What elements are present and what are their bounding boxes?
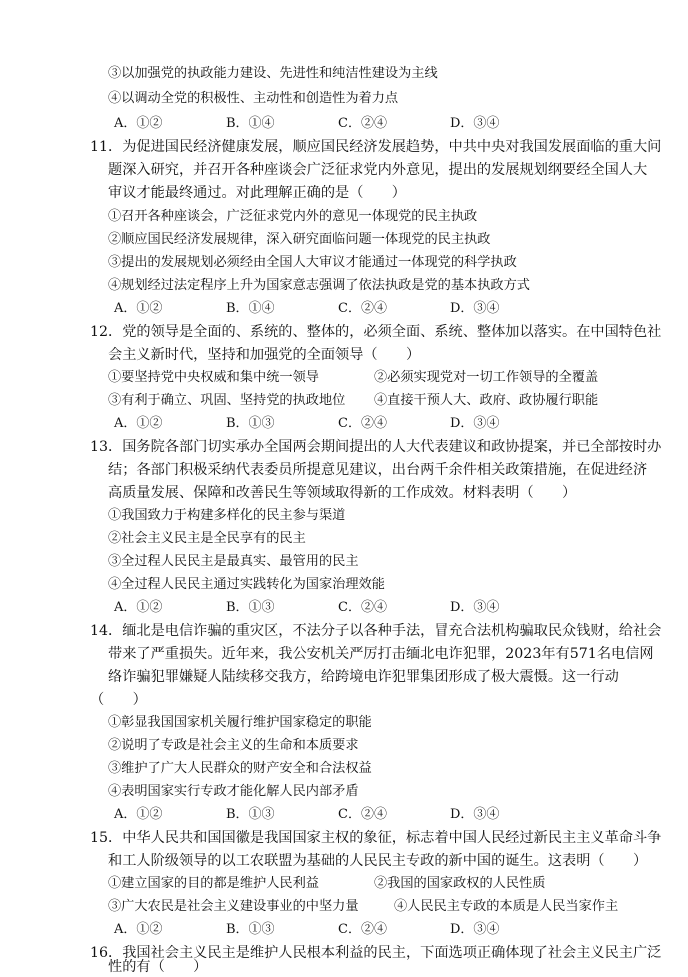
q10-option-a[interactable]: A．①② (114, 116, 163, 131)
q11-option-d[interactable]: D．③④ (450, 301, 500, 316)
q12-stem-line-2: 会主义新时代，坚持和加强党的全面领导（ ） (108, 347, 421, 363)
q13-item-1: ①我国致力于构建多样化的民主参与渠道 (108, 508, 346, 523)
q16-stem-line-1: 16．我国社会主义民主是维护人民根本利益的民主，下面选项正确体现了社会主义民主广泛 (90, 945, 662, 961)
q14-stem-line-3: 络诈骗犯罪嫌疑人陆续移交我方，给跨境电诈犯罪集团形成了极大震慑。这一行动 (108, 669, 619, 685)
q14-options (114, 805, 554, 825)
q11-item-3: ③提出的发展规划必须经由全国人大审议才能通过一体现党的科学执政 (108, 255, 517, 270)
q12-options (114, 414, 554, 434)
q11-item-2: ②顺应国民经济发展规律，深入研究面临问题一体现党的民主执政 (108, 232, 491, 247)
q15-option-b[interactable]: B．①③ (226, 922, 275, 937)
q14-option-c[interactable]: C．②④ (338, 807, 387, 822)
q15-item-2: ②我国的国家政权的人民性质 (374, 876, 546, 891)
q10-item-3: ③以加强党的执政能力建设、先进性和纯洁性建设为主线 (108, 66, 438, 81)
q13-item-4: ④全过程人民民主通过实践转化为国家治理效能 (108, 577, 385, 592)
q11-options (114, 299, 554, 319)
q12-item-1: ①要坚持党中央权威和集中统一领导 (108, 370, 319, 385)
q15-stem-line-2: 和工人阶级领导的以工农联盟为基础的人民民主专政的新中国的诞生。这表明（ ） (108, 853, 648, 869)
q10-options (114, 114, 554, 134)
q13-stem-line-2: 结；各部门积极采纳代表委员所提意见建议，出台两千余件相关政策措施，在促进经济 (108, 462, 648, 478)
q11-stem-line-1: 11．为促进国民经济健康发展，顺应国民经济发展趋势，中共中央对我国发展面临的重大问 (90, 139, 662, 155)
q13-option-b[interactable]: B．①③ (226, 600, 275, 615)
q14-option-a[interactable]: A．①② (114, 807, 163, 822)
q10-item-4: ④以调动全党的积极性、主动性和创造性为着力点 (108, 91, 399, 106)
q12-option-c[interactable]: C．②④ (338, 416, 387, 431)
q11-item-4: ④规划经过法定程序上升为国家意志强调了依法执政是党的基本执政方式 (108, 278, 530, 293)
q11-option-a[interactable]: A．①② (114, 301, 163, 316)
q12-option-a[interactable]: A．①② (114, 416, 163, 431)
q15-option-c[interactable]: C．②④ (338, 922, 387, 937)
q13-option-d[interactable]: D．③④ (450, 600, 500, 615)
q15-item-4: ④人民民主专政的本质是人民当家作主 (394, 899, 619, 914)
q12-option-b[interactable]: B．①③ (226, 416, 275, 431)
q14-item-1: ①彰显我国国家机关履行维护国家稳定的职能 (108, 715, 372, 730)
q10-option-c[interactable]: C．②④ (338, 116, 387, 131)
q14-stem-line-1: 14．缅北是电信诈骗的重灾区，不法分子以各种手法，冒充合法机构骗取民众钱财，给社会 (90, 623, 662, 639)
q13-stem-line-1: 13．国务院各部门切实承办全国两会期间提出的人大代表建议和政协提案，并已全部按时办 (90, 439, 662, 455)
q14-stem-line-4: （ ） (90, 692, 147, 708)
q11-option-b[interactable]: B．①④ (226, 301, 275, 316)
q15-stem-line-1: 15．中华人民共和国国徽是我国国家主权的象征，标志着中国人民经过新民主主义革命斗争 (90, 830, 662, 846)
q12-option-d[interactable]: D．③④ (450, 416, 500, 431)
q15-option-d[interactable]: D．③④ (450, 922, 500, 937)
q12-stem-line-1: 12．党的领导是全面的、系统的、整体的，必须全面、系统、整体加以落实。在中国特色社 (90, 324, 662, 340)
q11-item-1: ①召开各种座谈会，广泛征求党内外的意见一体现党的民主执政 (108, 209, 478, 224)
q15-option-a[interactable]: A．①② (114, 922, 163, 937)
q13-option-c[interactable]: C．②④ (338, 600, 387, 615)
q10-option-d[interactable]: D．③④ (450, 116, 500, 131)
q15-item-1: ①建立国家的目的都是维护人民利益 (108, 876, 319, 891)
q13-options (114, 598, 554, 618)
q14-item-4: ④表明国家实行专政才能化解人民内部矛盾 (108, 784, 359, 799)
q11-stem-line-2: 题深入研究，并召开各种座谈会广泛征求党内外意见，提出的发展规划纲要经全国人大 (108, 162, 648, 178)
q12-item-2: ②必须实现党对一切工作领导的全覆盖 (374, 370, 599, 385)
q14-item-2: ②说明了专政是社会主义的生命和本质要求 (108, 738, 359, 753)
q13-item-2: ②社会主义民主是全民享有的民主 (108, 531, 306, 546)
q13-option-a[interactable]: A．①② (114, 600, 163, 615)
q10-option-b[interactable]: B．①④ (226, 116, 275, 131)
q12-item-4: ④直接干预人大、政府、政协履行职能 (374, 393, 599, 408)
q14-option-b[interactable]: B．①③ (226, 807, 275, 822)
q11-option-c[interactable]: C．②④ (338, 301, 387, 316)
q14-item-3: ③维护了广大人民群众的财产安全和合法权益 (108, 761, 372, 776)
q15-item-3: ③广大农民是社会主义建设事业的中坚力量 (108, 899, 359, 914)
q13-item-3: ③全过程人民民主是最真实、最管用的民主 (108, 554, 359, 569)
q14-option-d[interactable]: D．③④ (450, 807, 500, 822)
q15-options (114, 920, 554, 940)
q14-stem-line-2: 带来了严重损失。近年来，我公安机关严厉打击缅北电诈犯罪，2023年有571名电信网 (108, 646, 654, 662)
q12-item-3: ③有利于确立、巩固、坚持党的执政地位 (108, 393, 346, 408)
q16-stem-line-2: 性的有（ ） (108, 959, 208, 975)
q11-stem-line-3: 审议才能最终通过。对此理解正确的是（ ） (108, 185, 406, 201)
q13-stem-line-3: 高质量发展、保障和改善民生等领域取得新的工作成效。材料表明（ ） (108, 485, 577, 501)
